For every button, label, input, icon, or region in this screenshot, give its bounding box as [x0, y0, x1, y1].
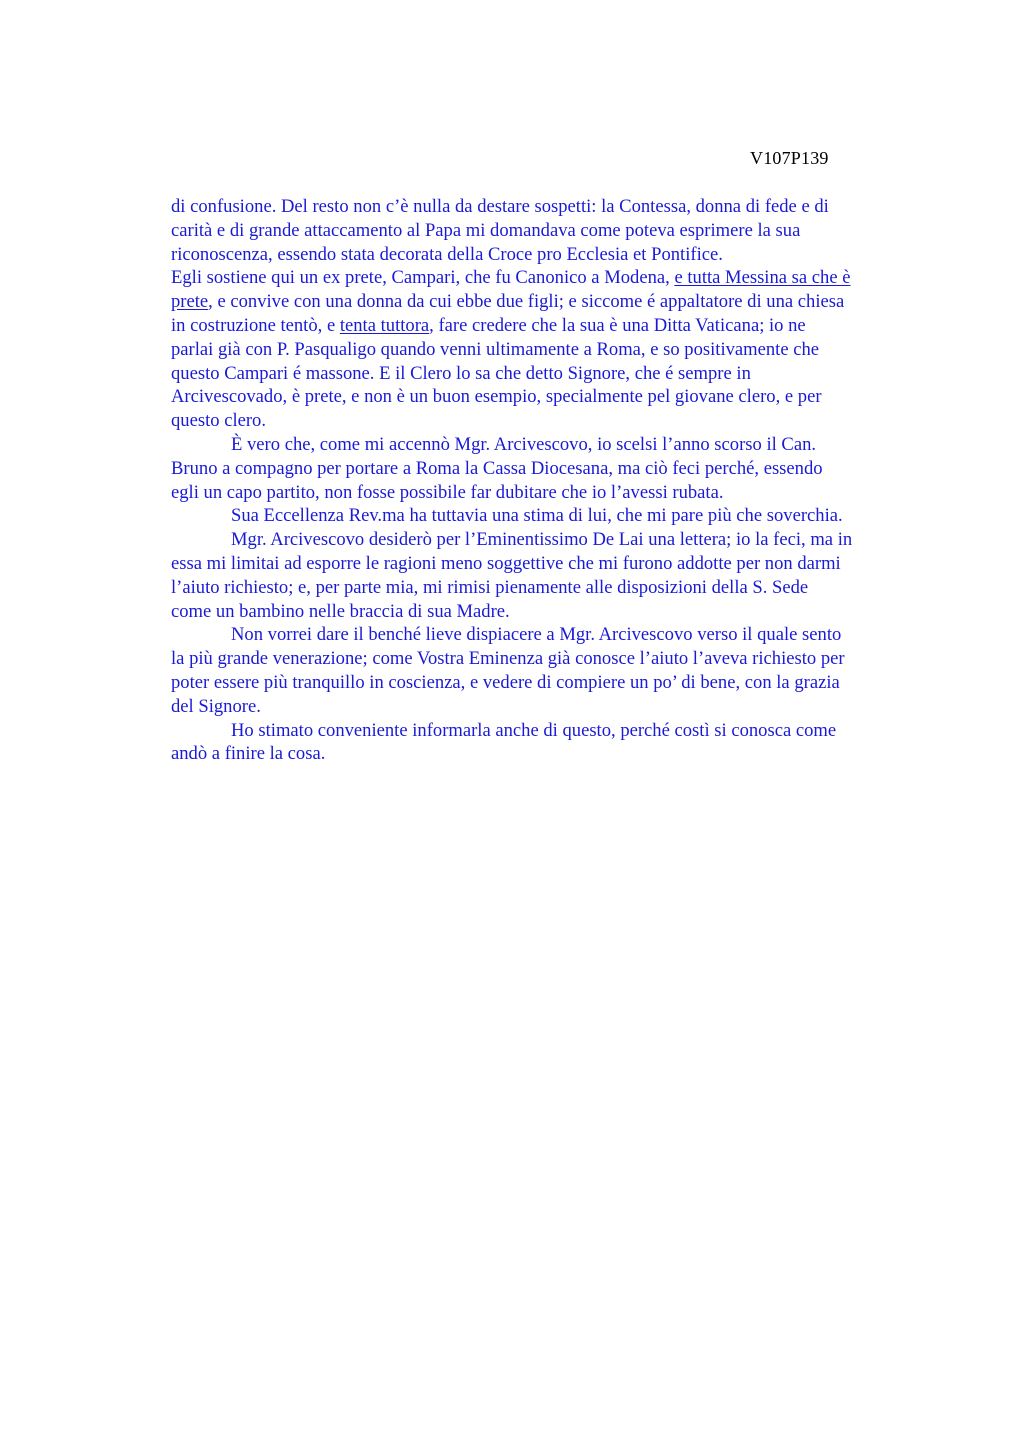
text-line: Bruno a compagno per portare a Roma la Cassa Diocesana, ma ciò feci perché, essendo — [171, 457, 823, 479]
text-segment: in costruzione tentò, e — [171, 314, 340, 336]
text-line: Mgr. Arcivescovo desiderò per l’Eminentissimo De Lai una lettera; io la feci, ma in — [231, 529, 853, 551]
text-line: Sua Eccellenza Rev.ma ha tuttavia una stima di lui, che mi pare più che soverchia. — [231, 505, 843, 527]
text-line: l’aiuto richiesto; e, per parte mia, mi rimisi pienamente alle disposizioni della S. Sede — [171, 576, 809, 598]
text-segment: , fare credere che la sua è una Ditta Vaticana; io ne — [429, 314, 806, 336]
text-line: riconoscenza, essendo stata decorata della Croce pro Ecclesia et Pontifice. — [171, 243, 723, 265]
text-line: questo clero. — [171, 410, 267, 432]
text-line: Arcivescovado, è prete, e non è un buon esempio, specialmente pel giovane clero, e per — [171, 386, 822, 408]
text-line: la più grande venerazione; come Vostra Eminenza già conosce l’aiuto l’aveva richiesto per — [171, 648, 845, 670]
text-line: di confusione. Del resto non c’è nulla da destare sospetti: la Contessa, donna di fede e di — [171, 196, 829, 217]
text-line: Ho stimato conveniente informarla anche di questo, perché costì si conosca come — [231, 719, 837, 741]
text-line: questo Campari é massone. E il Clero lo sa che detto Signore, che é sempre in — [171, 362, 751, 384]
text-segment: Egli sostiene qui un ex prete, Campari, che fu Canonico a Modena, — [171, 267, 675, 289]
underlined-text: prete — [171, 291, 209, 313]
text-line: parlai già con P. Pasqualigo quando venni ultimamente a Roma, e so positivamente che — [171, 338, 820, 360]
text-line — [171, 266, 931, 290]
text-line: andò a finire la cosa. — [171, 743, 326, 765]
text-line — [171, 290, 931, 314]
text-line: Non vorrei dare il benché lieve dispiacere a Mgr. Arcivescovo verso il quale sento — [231, 624, 842, 646]
text-line: del Signore. — [171, 695, 261, 717]
text-line: È vero che, come mi accennò Mgr. Arcivescovo, io scelsi l’anno scorso il Can. — [231, 433, 817, 455]
page-code: V107P139 — [750, 148, 829, 168]
letter-body — [171, 195, 931, 766]
text-line: carità e di grande attaccamento al Papa mi domandava come poteva esprimere la sua — [171, 219, 801, 241]
text-line: come un bambino nelle braccia di sua Madre. — [171, 600, 510, 622]
text-line: egli un capo partito, non fosse possibile far dubitare che io l’avessi rubata. — [171, 481, 724, 503]
text-line — [171, 314, 931, 338]
text-line: poter essere più tranquillo in coscienza, e vedere di compiere un po’ di bene, con la grazia — [171, 671, 840, 693]
text-line: essa mi limitai ad esporre le ragioni meno soggettive che mi furono addotte per non darmi — [171, 552, 841, 574]
underlined-text: tenta tuttora — [339, 314, 430, 336]
underlined-text: e tutta Messina sa che è — [674, 267, 851, 289]
text-segment: , e convive con una donna da cui ebbe due figli; e siccome é appaltatore di una chiesa — [208, 291, 845, 313]
